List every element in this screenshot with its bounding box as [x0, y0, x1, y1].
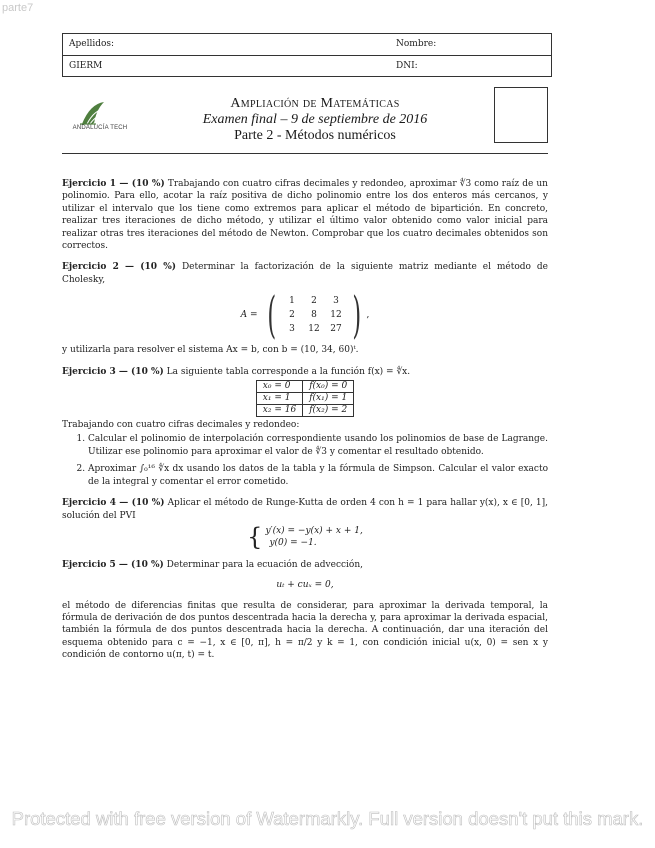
ivp-equation: y′(x) = −y(x) + x + 1, [265, 525, 363, 536]
dni-field: DNI: [396, 61, 418, 71]
exercise-3-body: La siguiente tabla corresponde a la función f(x) = ∜x. [166, 366, 411, 377]
ivp-initial-condition: y(0) = −1. [269, 538, 317, 549]
ivp-system [62, 525, 548, 550]
grade-box [494, 87, 548, 143]
exercise-3-intro: Trabajando con cuatro cifras decimales y redondeo: [62, 420, 300, 431]
header-rule [62, 153, 548, 154]
matrix-cell: 2 [311, 295, 317, 306]
right-paren: ) [352, 286, 362, 345]
list-item: 2. Aproximar ∫₀¹⁶ ∜x dx usando los datos de la tabla y la fórmula de Simpson. Calcular el valor exacto de la integral y comentar el error cometido. [88, 463, 548, 488]
exercise-5-body: Determinar para la ecuación de advección, [166, 559, 363, 570]
matrix-cell: 3 [289, 324, 295, 335]
nombre-field: Nombre: [396, 39, 437, 49]
matrix-cell: 12 [330, 310, 342, 321]
table-cell: x₀ = 0 [256, 381, 302, 393]
course-title: Ampliación de Matemáticas [230, 96, 400, 111]
exercise-5 [62, 559, 548, 662]
watermark-text: Protected with free version of Watermarkly. Full version doesn't put this mark. [11, 808, 644, 829]
exercise-4-body: Aplicar el método de Runge-Kutta de orden 4 con h = 1 para hallar y(x), x ∈ [0, 1], solución del PVI [62, 498, 548, 521]
exercise-1 [62, 178, 548, 252]
exercise-3 [62, 366, 548, 488]
matrix-cell: 2 [289, 310, 295, 321]
table-row [256, 393, 353, 405]
exercise-5-after: el método de diferencias finitas que resulta de considerar, para aproximar la derivada temporal, la fórmula de derivación de dos puntos descentrada hacia la derecha y, para aproximar la derivada espacial, también la fórmula de dos puntos descentrada hacia la derecha. A continuación, dar una iteración del esquema obtenido para c = −1, x ∈ [0, π], h = π/2 y k = 1, con condición inicial u(x, 0) = sen x y condición de contorno u(π, t) = t. [62, 600, 548, 661]
table-cell: f(x₁) = 1 [303, 393, 354, 405]
exam-content [62, 178, 548, 671]
exercise-1-body: Trabajando con cuatro cifras decimales y redondeo, aproximar ∜3 como raíz de un polinomio. Para ello, acotar la raíz positiva de dicho polinomio entre los dos enteros más cercanos, y utilizar el intervalo que los tiene como extremos para aplicar el método de bipartición. En concreto, realizar tres iteraciones de dicho método, y utilizar el último valor obtenido como valor inicial para realizar otras tres iteraciones del método de Newton. Comprobar que los cuatro decimales obtenidos son correctos. [62, 179, 548, 252]
exam-subtitle: Examen final – 9 de septiembre de 2016 [202, 112, 428, 127]
exercise-1-label: Ejercicio 1 — (10 %) [62, 179, 165, 189]
logo-text: ANDALUCÍA TECH [72, 125, 128, 131]
exam-part: Parte 2 - Métodos numéricos [234, 128, 396, 143]
brace-symbol: { [247, 523, 263, 552]
advection-equation: uₜ + cuₓ = 0, [276, 580, 334, 591]
exercise-2-body: Determinar la factorización de la siguiente matriz mediante el método de Cholesky, [62, 262, 548, 285]
corner-label: parte7 [2, 2, 34, 14]
grupo-field: GIERM [69, 61, 103, 71]
matrix-tail: , [366, 310, 370, 321]
list-item: 1. Calcular el polinomio de interpolación correspondiente usando los polinomios de base de Lagrange. Utilizar ese polinomio para aproximar el valor de ∜3 y comentar el resultado obtenido. [88, 433, 548, 458]
table-cell: x₂ = 16 [256, 405, 302, 417]
exercise-4-label: Ejercicio 4 — (10 %) [62, 498, 165, 509]
exercise-2-label: Ejercicio 2 — (10 %) [62, 262, 177, 273]
apellidos-field: Apellidos: [69, 39, 115, 49]
exercise-4 [62, 497, 548, 550]
id-box-divider [63, 55, 551, 56]
table-cell: f(x₂) = 2 [303, 405, 354, 417]
matrix-cell: 3 [333, 295, 339, 306]
matrix-cell: 1 [289, 295, 295, 306]
table-cell: x₁ = 1 [256, 393, 302, 405]
andalucia-tech-logo [60, 98, 140, 138]
matrix-lhs: A = [240, 310, 258, 321]
matrix-cell: 8 [311, 310, 317, 321]
matrix-grid [281, 295, 347, 336]
left-paren: ( [266, 286, 276, 345]
exercise-2 [62, 261, 548, 356]
student-id-box [62, 33, 552, 77]
exercise-3-label: Ejercicio 3 — (10 %) [62, 366, 164, 377]
table-cell: f(x₀) = 0 [303, 381, 354, 393]
table-row [256, 405, 353, 417]
exam-header [150, 96, 480, 144]
table-row [256, 381, 353, 393]
exercise-3-list [62, 433, 548, 488]
exercise-5-label: Ejercicio 5 — (10 %) [62, 559, 164, 570]
matrix-a [62, 286, 548, 345]
matrix-cell: 27 [330, 324, 342, 335]
exercise-2-after: y utilizarla para resolver el sistema Ax = b, con b = (10, 34, 60)ᵗ. [62, 345, 359, 356]
logo-emblem-icon [60, 98, 140, 138]
values-table [256, 380, 354, 417]
matrix-cell: 12 [308, 324, 320, 335]
